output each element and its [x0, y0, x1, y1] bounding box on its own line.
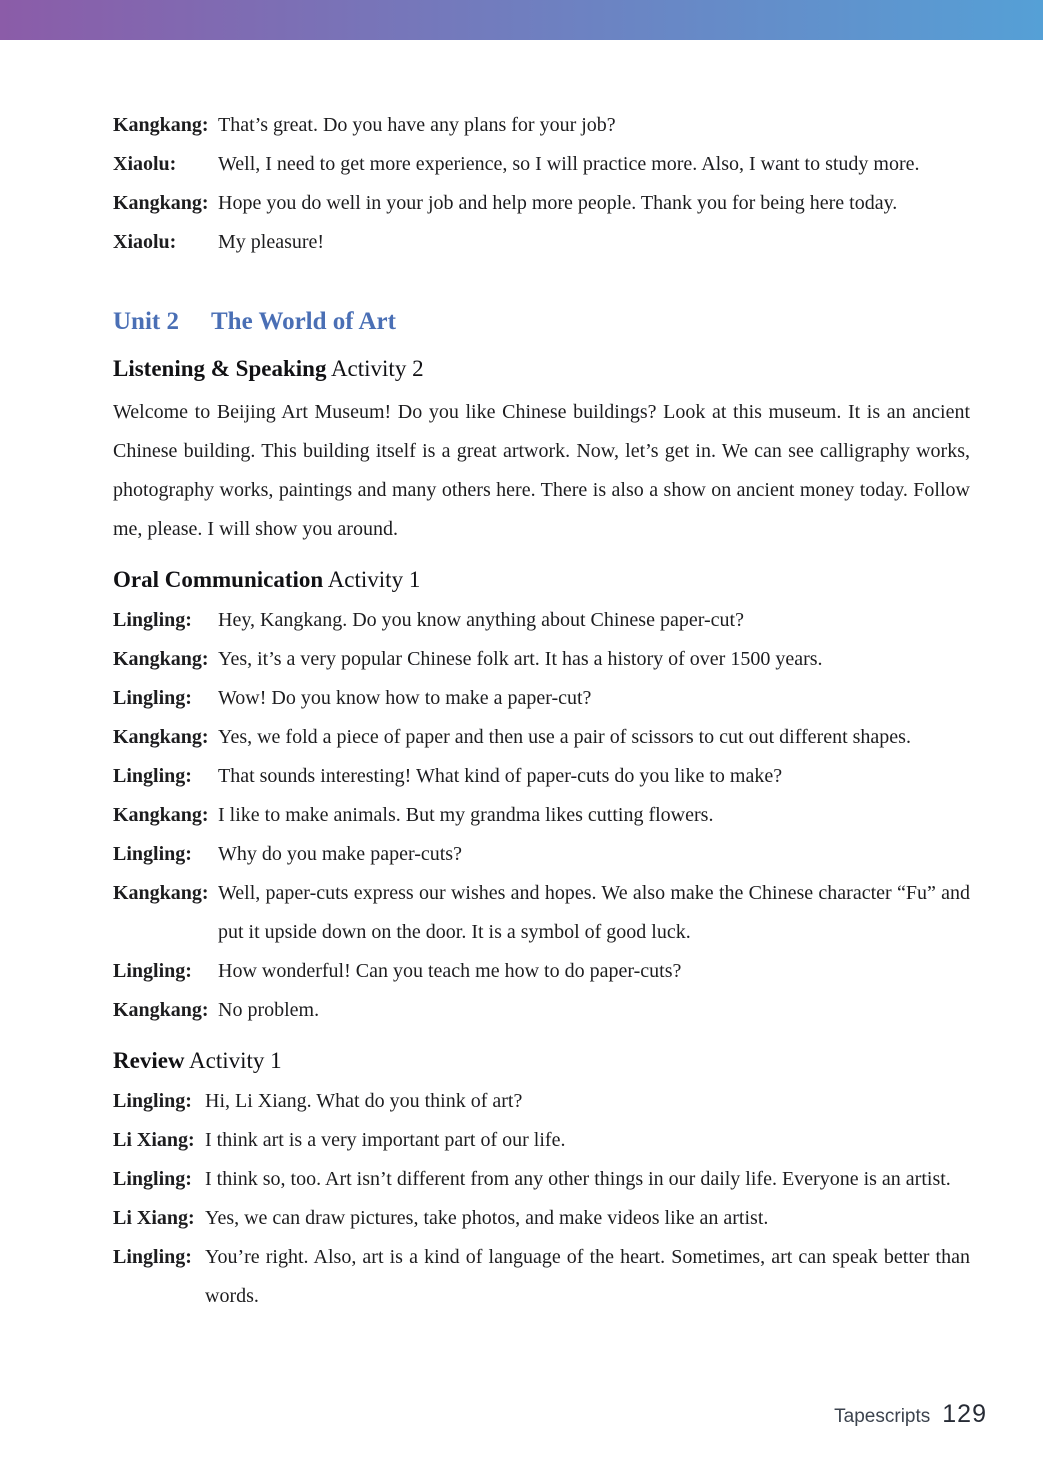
section-heading-bold: Listening & Speaking [113, 356, 327, 381]
section-heading-activity: Activity 1 [327, 567, 421, 592]
dialogue-line [113, 757, 970, 796]
page-content [0, 106, 1043, 1316]
speech-text: Hope you do well in your job and help more people. Thank you for being here today. [218, 192, 898, 214]
speech-text: Well, I need to get more experience, so I will practice more. Also, I want to study more. [218, 153, 920, 175]
dialogue-line [113, 106, 970, 145]
dialogue-line [113, 640, 970, 679]
unit-heading [113, 306, 970, 338]
speaker-name: Lingling: [113, 1168, 192, 1190]
dialogue-line [113, 1199, 970, 1238]
section-heading-bold: Oral Communication [113, 567, 324, 592]
speaker-name: Kangkang: [113, 648, 209, 670]
speech-text: Hi, Li Xiang. What do you think of art? [205, 1090, 523, 1112]
footer-section-label: Tapescripts [834, 1406, 931, 1427]
speaker-name: Kangkang: [113, 882, 209, 904]
dialogue-line [113, 718, 970, 757]
speech-text: Why do you make paper-cuts? [218, 843, 462, 865]
dialogue-line [113, 835, 970, 874]
section-heading-bold: Review [113, 1048, 185, 1073]
speaker-name: Lingling: [113, 609, 192, 631]
speech-text: I think so, too. Art isn’t different from any other things in our daily life. Everyone is an artist. [205, 1168, 951, 1190]
dialogue-line [113, 952, 970, 991]
speaker-name: Lingling: [113, 843, 192, 865]
speech-text: Yes, it’s a very popular Chinese folk art. It has a history of over 1500 years. [218, 648, 823, 670]
section-heading-activity: Activity 1 [189, 1048, 282, 1073]
speech-text: Yes, we can draw pictures, take photos, and make videos like an artist. [205, 1207, 769, 1229]
speech-text: Well, paper-cuts express our wishes and hopes. We also make the Chinese character “Fu” and put it upside down on the door. It is a symbol of good luck. [218, 882, 970, 943]
dialogue-line [113, 679, 970, 718]
speech-text: My pleasure! [218, 231, 325, 253]
dialogue-line [113, 991, 970, 1030]
speech-text: That’s great. Do you have any plans for your job? [218, 114, 616, 136]
speech-text: I like to make animals. But my grandma likes cutting flowers. [218, 804, 714, 826]
dialogue-line [113, 145, 970, 184]
speaker-name: Lingling: [113, 960, 192, 982]
speech-text: Hey, Kangkang. Do you know anything about Chinese paper-cut? [218, 609, 744, 631]
dialogue-line [113, 1160, 970, 1199]
section-heading-activity: Activity 2 [330, 356, 424, 381]
speaker-name: Li Xiang: [113, 1207, 195, 1229]
dialogue-line [113, 184, 970, 223]
dialogue-line [113, 874, 970, 952]
speech-text: I think art is a very important part of our life. [205, 1129, 566, 1151]
section-heading-oral-communication [113, 564, 970, 596]
speaker-name: Kangkang: [113, 114, 209, 136]
speaker-name: Lingling: [113, 1246, 192, 1268]
speaker-name: Xiaolu: [113, 231, 177, 253]
speaker-name: Xiaolu: [113, 153, 177, 175]
speaker-name: Kangkang: [113, 192, 209, 214]
dialogue-line [113, 1121, 970, 1160]
unit-title: The World of Art [210, 308, 396, 335]
intro-dialogue [113, 106, 970, 262]
dialogue-line [113, 796, 970, 835]
speech-text: That sounds interesting! What kind of paper-cuts do you like to make? [218, 765, 783, 787]
speech-text: No problem. [218, 999, 320, 1021]
speech-text: How wonderful! Can you teach me how to do paper-cuts? [218, 960, 682, 982]
speech-text: Wow! Do you know how to make a paper-cut? [218, 687, 592, 709]
dialogue-line [113, 1238, 970, 1316]
speaker-name: Kangkang: [113, 804, 209, 826]
speaker-name: Lingling: [113, 687, 192, 709]
dialogue-line [113, 223, 970, 262]
speaker-name: Kangkang: [113, 999, 209, 1021]
unit-number: Unit 2 [113, 308, 179, 335]
speaker-name: Lingling: [113, 765, 192, 787]
dialogue-line [113, 601, 970, 640]
review-dialogue [113, 1082, 970, 1316]
speech-text: Yes, we fold a piece of paper and then use a pair of scissors to cut out different shapes. [218, 726, 911, 748]
speech-text: You’re right. Also, art is a kind of language of the heart. Sometimes, art can speak better than words. [205, 1246, 970, 1307]
section-heading-review [113, 1045, 970, 1077]
page-footer [834, 1400, 987, 1429]
speaker-name: Kangkang: [113, 726, 209, 748]
speaker-name: Lingling: [113, 1090, 192, 1112]
speaker-name: Li Xiang: [113, 1129, 195, 1151]
tapescript-paragraph: Welcome to Beijing Art Museum! Do you like Chinese buildings? Look at this museum. It is an ancient Chinese building. This building itself is a great artwork. Now, let’s get in. We can see calligraphy works, photography works, paintings and many others here. There is also a show on ancient money today. Follow me, please. I will show you around. [113, 401, 970, 540]
header-gradient-bar [0, 0, 1043, 40]
oral-communication-dialogue [113, 601, 970, 1030]
section-heading-listening-speaking [113, 353, 970, 385]
footer-page-number: 129 [942, 1400, 987, 1428]
dialogue-line [113, 1082, 970, 1121]
